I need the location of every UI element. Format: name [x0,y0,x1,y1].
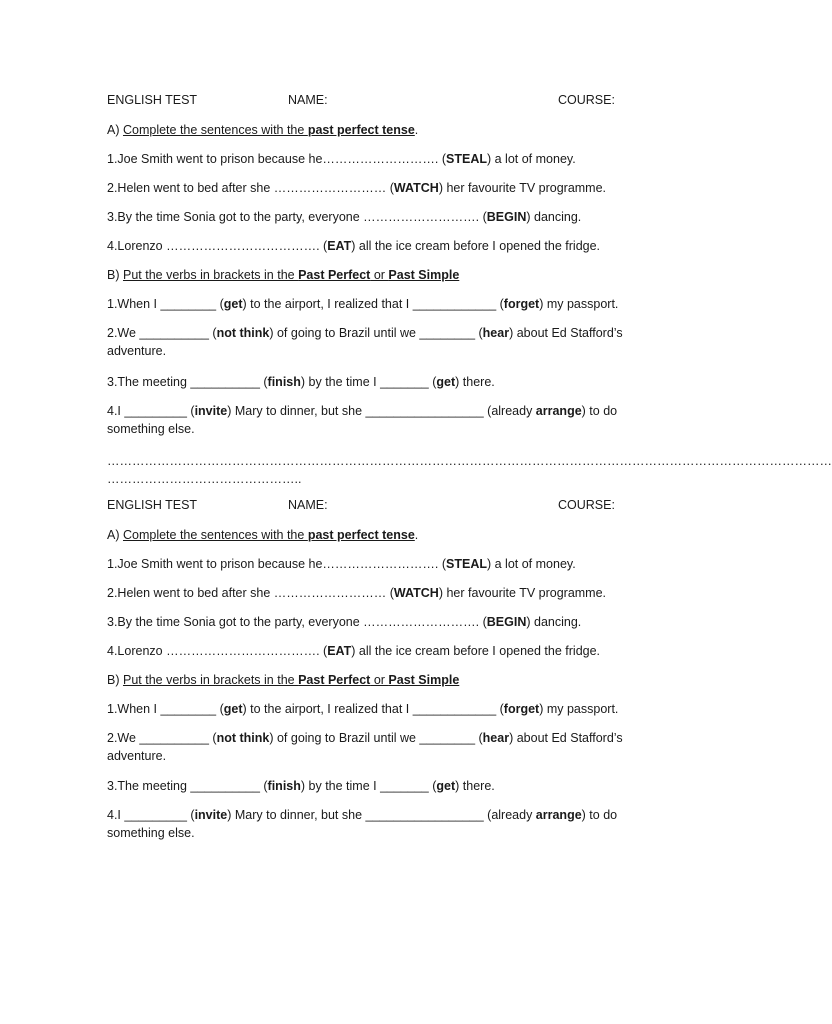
name-label: NAME: [288,498,328,512]
test-title: ENGLISH TEST [107,498,198,512]
section-a-item: 4.Lorenzo ………………………………. (EAT) all the ice cream before I opened the fridge. [107,239,601,253]
section-b-instruction: B) Put the verbs in brackets in the Past Perfect or Past Simple [107,268,460,282]
section-a-instruction: A) Complete the sentences with the past perfect tense. [107,123,419,137]
section-a-item: 3.By the time Sonia got to the party, everyone ………………………. (BEGIN) dancing. [107,210,582,224]
section-a-item: 2.Helen went to bed after she ……………………… (WATCH) her favourite TV programme. [107,586,607,600]
section-a-item: 1.Joe Smith went to prison because he………………………. (STEAL) a lot of money. [107,557,576,571]
name-label: NAME: [288,93,328,107]
section-a-item: 4.Lorenzo ………………………………. (EAT) all the ice cream before I opened the fridge. [107,644,601,658]
section-b-item: 1.When I ________ (get) to the airport, I realized that I ____________ (forget) my passport. [107,297,619,311]
cut-line-end: ……………………………………….. [107,472,302,486]
section-a-item: 3.By the time Sonia got to the party, everyone ………………………. (BEGIN) dancing. [107,615,582,629]
course-label: COURSE: [558,93,615,107]
section-b-item: 4.I _________ (invite) Mary to dinner, but she _________________ (already arrange) to do something else. [107,404,618,436]
section-b-item: 3.The meeting __________ (finish) by the time I _______ (get) there. [107,375,495,389]
section-b-item: 2.We __________ (not think) of going to Brazil until we ________ (hear) about Ed Stafford’s adventure. [107,731,623,763]
test-title: ENGLISH TEST [107,93,198,107]
section-b-item: 4.I _________ (invite) Mary to dinner, but she _________________ (already arrange) to do something else. [107,808,618,840]
course-label: COURSE: [558,498,615,512]
section-a-instruction: A) Complete the sentences with the past perfect tense. [107,528,419,542]
cut-line: ………………………………………………………………………………………………………………………………………………………… [107,454,832,468]
section-a-item: 2.Helen went to bed after she ……………………… (WATCH) her favourite TV programme. [107,181,607,195]
section-a-item: 1.Joe Smith went to prison because he………………………. (STEAL) a lot of money. [107,152,576,166]
section-b-instruction: B) Put the verbs in brackets in the Past Perfect or Past Simple [107,673,460,687]
section-b-item: 2.We __________ (not think) of going to Brazil until we ________ (hear) about Ed Stafford’s adventure. [107,326,623,358]
section-b-item: 1.When I ________ (get) to the airport, I realized that I ____________ (forget) my passport. [107,702,619,716]
section-b-item: 3.The meeting __________ (finish) by the time I _______ (get) there. [107,779,495,793]
